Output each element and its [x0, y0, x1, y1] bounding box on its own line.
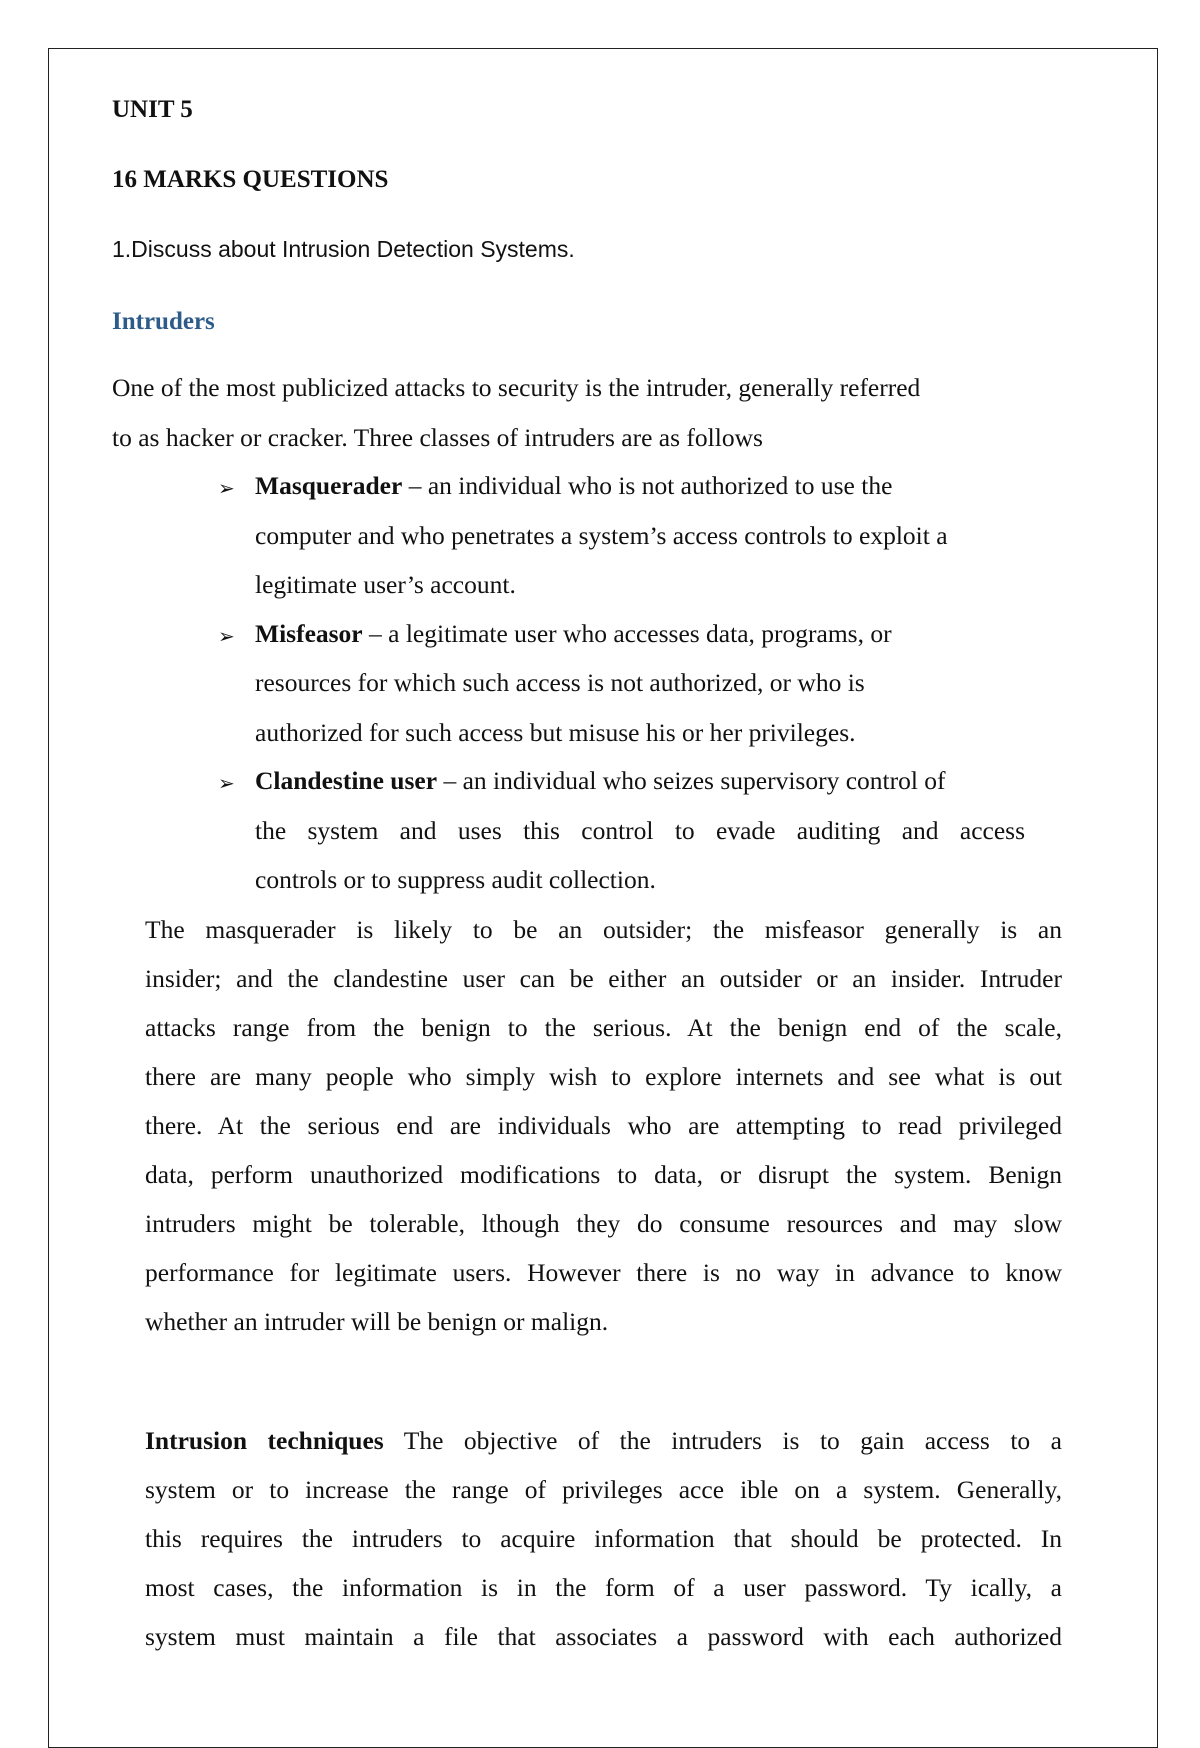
techniques-line: most cases, the information is in the form of a user password. Ty ically, a — [145, 1573, 1062, 1602]
techniques-line: this requires the intruders to acquire information that should be protected. In — [145, 1524, 1062, 1553]
paragraph-line: insider; and the clandestine user can be either an outsider or an insider. Intruder — [145, 964, 1062, 993]
bullet-line: resources for which such access is not authorized, or who is — [255, 668, 865, 697]
bullet-line: computer and who penetrates a system’s access controls to exploit a — [255, 521, 948, 550]
paragraph-line: data, perform unauthorized modifications to data, or disrupt the system. Benign — [145, 1160, 1062, 1189]
section-title: 16 MARKS QUESTIONS — [112, 166, 389, 193]
paragraph-line: whether an intruder will be benign or malign. — [145, 1307, 609, 1336]
techniques-line: system or to increase the range of privileges acce ible on a system. Generally, — [145, 1475, 1062, 1504]
unit-title: UNIT 5 — [112, 96, 193, 123]
techniques-first-line — [145, 1426, 1062, 1456]
bullet-term: Masquerader — [255, 471, 403, 500]
bullet-text: – a legitimate user who accesses data, programs, or — [362, 619, 892, 648]
intro-line: One of the most publicized attacks to security is the intruder, generally referred — [112, 373, 921, 402]
paragraph-line: performance for legitimate users. However there is no way in advance to know — [145, 1258, 1062, 1287]
bullet-term: Misfeasor — [255, 619, 363, 648]
bullet-text: – an individual who is not authorized to use the — [402, 471, 893, 500]
paragraph-line: there. At the serious end are individuals who are attempting to read privileged — [145, 1111, 1062, 1140]
bullet-arrow-icon: ➢ — [218, 624, 235, 648]
bullet-arrow-icon: ➢ — [218, 476, 235, 500]
question-text: 1.Discuss about Intrusion Detection Systems. — [112, 236, 575, 262]
bullet-line: the system and uses this control to evade auditing and access — [255, 816, 1025, 845]
paragraph-line: attacks range from the benign to the serious. At the benign end of the scale, — [145, 1013, 1062, 1042]
techniques-text: The objective of the intruders is to gain access to a — [383, 1426, 1062, 1455]
bullet-line: legitimate user’s account. — [255, 570, 516, 599]
paragraph-line: intruders might be tolerable, lthough they do consume resources and may slow — [145, 1209, 1062, 1238]
bullet-arrow-icon: ➢ — [218, 771, 235, 795]
bullet-line: controls or to suppress audit collection. — [255, 865, 656, 894]
techniques-term: Intrusion techniques — [145, 1426, 384, 1455]
bullet-misfeasor — [255, 619, 892, 649]
bullet-term: Clandestine user — [255, 766, 438, 795]
intruders-heading: Intruders — [112, 308, 215, 335]
techniques-line: system must maintain a file that associates a password with each authorized — [145, 1622, 1062, 1651]
bullet-masquerader — [255, 471, 892, 501]
bullet-clandestine-user — [255, 766, 946, 796]
bullet-text: – an individual who seizes supervisory control of — [437, 766, 946, 795]
intro-line: to as hacker or cracker. Three classes of intruders are as follows — [112, 423, 763, 452]
paragraph-line: there are many people who simply wish to explore internets and see what is out — [145, 1062, 1062, 1091]
bullet-line: authorized for such access but misuse his or her privileges. — [255, 718, 856, 747]
paragraph-line: The masquerader is likely to be an outsider; the misfeasor generally is an — [145, 915, 1062, 944]
